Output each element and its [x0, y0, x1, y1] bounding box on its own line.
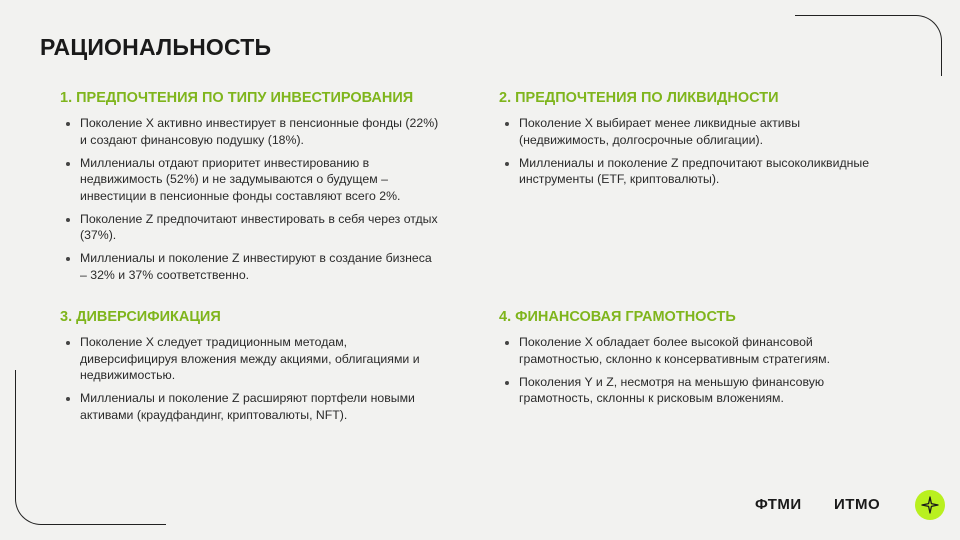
- list-item: Поколения Y и Z, несмотря на меньшую финансовую грамотность, склонны к рисковым вложениям.: [499, 374, 879, 407]
- list-item: Поколение X следует традиционным методам, диверсифицируя вложения между акциями, облигациями и недвижимостью.: [60, 334, 440, 384]
- decorative-frame-top: [795, 15, 942, 76]
- itmo-logo: ИTMO: [834, 496, 881, 513]
- list-item: Поколение X выбирает менее ликвидные активы (недвижимость, долгосрочные облигации).: [499, 115, 879, 148]
- section-heading: 2. ПРЕДПОЧТЕНИЯ ПО ЛИКВИДНОСТИ: [499, 90, 779, 106]
- star-sparkle-icon: [915, 490, 945, 520]
- section-liquidity: [499, 90, 879, 194]
- list-item: Миллениалы и поколение Z инвестируют в создание бизнеса – 32% и 37% соответственно.: [60, 250, 440, 283]
- section-heading: 3. ДИВЕРСИФИКАЦИЯ: [60, 309, 221, 325]
- section-financial-literacy: [499, 309, 879, 413]
- bullet-list: [60, 115, 440, 283]
- list-item: Миллениалы отдают приоритет инвестированию в недвижимость (52%) и не задумываются о будущем – инвестиции в пенсионные фонды составляют всего 2%.: [60, 155, 440, 205]
- section-investment-type: [60, 90, 440, 290]
- list-item: Миллениалы и поколение Z предпочитают высоколиквидные инструменты (ETF, криптовалюты).: [499, 155, 879, 188]
- section-heading: 1. ПРЕДПОЧТЕНИЯ ПО ТИПУ ИНВЕСТИРОВАНИЯ: [60, 90, 414, 106]
- bullet-list: [499, 115, 879, 188]
- list-item: Поколение Z предпочитают инвестировать в себя через отдых (37%).: [60, 211, 440, 244]
- list-item: Поколение X обладает более высокой финансовой грамотностью, склонно к консервативным стратегиям.: [499, 334, 879, 367]
- list-item: Миллениалы и поколение Z расширяют портфели новыми активами (краудфандинг, криптовалюты, NFT).: [60, 390, 440, 423]
- bullet-list: [60, 334, 440, 423]
- section-diversification: [60, 309, 440, 430]
- section-heading: 4. ФИНАНСОВАЯ ГРАМОТНОСТЬ: [499, 309, 736, 325]
- bullet-list: [499, 334, 879, 407]
- list-item: Поколение X активно инвестирует в пенсионные фонды (22%) и создают финансовую подушку (18%).: [60, 115, 440, 148]
- page-title: РАЦИОНАЛЬНОСТЬ: [40, 34, 272, 60]
- ftmi-logo: ФТМИ: [755, 496, 802, 513]
